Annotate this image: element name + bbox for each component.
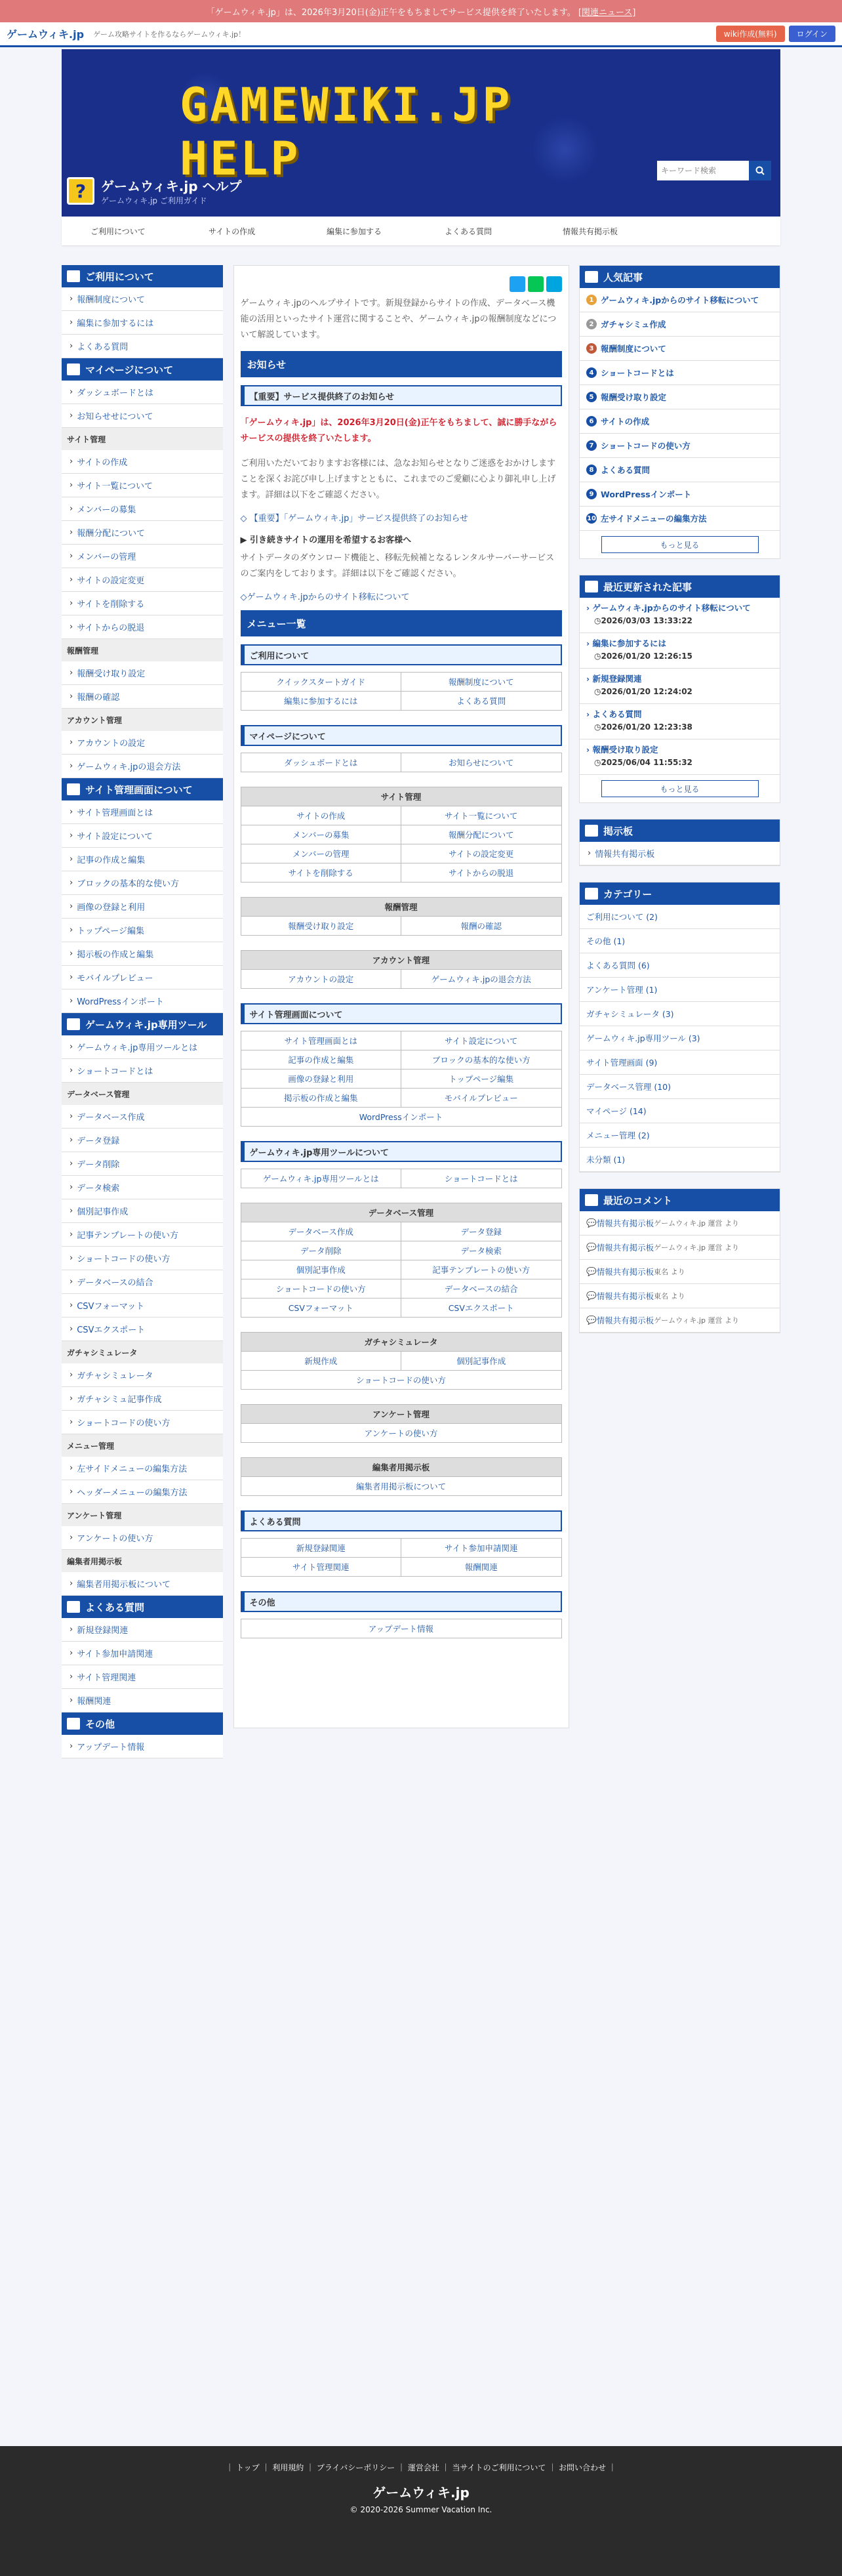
sidebar-item[interactable]: › 編集に参加するには (62, 311, 223, 335)
sidebar-heading-label: ご利用について (85, 270, 154, 283)
menu-table (241, 1332, 562, 1390)
menu-link[interactable]: CSVエクスポート (401, 1298, 562, 1318)
category-label: ガチャシミュレータ (3) (586, 1009, 674, 1019)
notice-heading: お知らせ (241, 351, 562, 377)
login-button[interactable]: ログイン (789, 26, 835, 42)
sidebar-subheading: 編集者用掲示板 (62, 1550, 223, 1572)
menu-table-header: データベース管理 (241, 1203, 561, 1222)
category-item[interactable] (580, 1148, 780, 1172)
board-box (579, 819, 780, 866)
menu-link[interactable]: サイト管理関連 (241, 1558, 401, 1577)
sidebar-item[interactable]: › サイト参加申請関連 (62, 1642, 223, 1665)
left-sidebar (62, 265, 223, 1758)
category-item[interactable] (580, 953, 780, 978)
comment-user: ゲームウィキ.jp 運営 より (654, 1219, 739, 1228)
comment-heading: 最近のコメント (580, 1189, 780, 1211)
menu-link[interactable]: お知らせについて (401, 753, 562, 772)
main-content (233, 265, 569, 1728)
category-label: その他 (1) (586, 936, 626, 946)
sidebar-item[interactable]: › サイト管理画面とは (62, 800, 223, 824)
share-buttons (241, 276, 562, 292)
updated-date: ◷2025/06/04 11:55:32 (594, 758, 692, 767)
menu-link[interactable]: アカウントの設定 (241, 970, 401, 989)
line-icon[interactable] (528, 276, 544, 292)
menu-link[interactable]: サイト設定について (401, 1031, 562, 1050)
sidebar-item[interactable]: › ガチャシミュ記事作成 (62, 1387, 223, 1411)
popular-item-label: ショートコードの使い方 (601, 441, 691, 451)
menu-link[interactable]: 記事テンプレートの使い方 (401, 1260, 562, 1279)
sidebar-subheading: メニュー管理 (62, 1434, 223, 1457)
comment-item (580, 1308, 780, 1333)
sidebar-subheading: アンケート管理 (62, 1504, 223, 1526)
rank-badge: 3 (586, 343, 597, 354)
menu-table-header: アカウント管理 (241, 951, 561, 970)
notice-text: ご利用いただいておりますお客様には、急なお知らせとなりご迷惑をおかけしますことを深くお詫び申し上げますとともに、これまでのご愛顧に心より御礼申し上げます。詳細は以下をご確認ください。 (240, 459, 556, 500)
rank-badge: 6 (586, 416, 597, 426)
menu-link[interactable]: 報酬受け取り設定 (241, 917, 401, 936)
popular-item-label: 報酬受け取り設定 (601, 392, 667, 402)
popular-item[interactable] (580, 434, 780, 458)
site-logo[interactable]: ゲームウィキ.jp (7, 28, 85, 41)
menu-table (241, 672, 562, 711)
menu-table-header: アンケート管理 (241, 1405, 561, 1424)
menu-link[interactable]: トップページ編集 (401, 1070, 562, 1089)
page-title: ゲームウィキ.jp ヘルプ (101, 178, 242, 194)
category-item[interactable] (580, 1099, 780, 1123)
comment-box (579, 1188, 780, 1333)
sidebar-item[interactable]: › 編集者用掲示板について (62, 1572, 223, 1596)
sidebar-item[interactable]: › 記事の作成と編集 (62, 848, 223, 871)
comment-icon: 💬 (586, 1266, 597, 1276)
popular-item[interactable] (580, 385, 780, 409)
gnav-item[interactable]: ご利用について (90, 226, 146, 236)
comment-item (580, 1284, 780, 1308)
sidebar-item[interactable]: › 報酬分配について (62, 521, 223, 545)
sidebar-item[interactable]: › ゲームウィキ.jpの退会方法 (62, 755, 223, 778)
sidebar-item[interactable]: › メンバーの管理 (62, 545, 223, 568)
menu-link[interactable]: 掲示板の作成と編集 (241, 1089, 401, 1108)
menu-link[interactable]: 個別記事作成 (401, 1352, 562, 1371)
comment-user: ゲームウィキ.jp 運営 より (654, 1316, 739, 1325)
sidebar-item[interactable]: › よくある質問 (62, 335, 223, 358)
footer (0, 2446, 842, 2576)
category-label: メニュー管理 (2) (586, 1131, 650, 1140)
sidebar-heading (62, 358, 223, 381)
menu-link[interactable]: サイト一覧について (401, 806, 562, 825)
continue-text: サイトデータのダウンロード機能と、移転先候補となるレンタルサーバーサービスのご案内をしております。詳細は以下をご確認ください。 (240, 553, 555, 579)
comment-icon: 💬 (586, 1291, 597, 1300)
sidebar-item[interactable]: › メンバーの募集 (62, 497, 223, 521)
comment-user: 東名 より (654, 1268, 685, 1276)
menu-section-heading: ゲームウィキ.jp専用ツールについて (241, 1141, 562, 1162)
gnav-item[interactable]: サイトの作成 (209, 226, 256, 236)
updated-title[interactable]: › 報酬受け取り設定 (586, 745, 658, 755)
comment-user: ゲームウィキ.jp 運営 より (654, 1243, 739, 1252)
header-banner (62, 49, 780, 217)
updated-title[interactable]: › 新規登録関連 (586, 674, 642, 684)
updated-item[interactable] (580, 633, 780, 669)
category-item[interactable] (580, 905, 780, 929)
menu-link[interactable]: 報酬の確認 (401, 917, 562, 936)
menu-link[interactable]: アンケートの使い方 (241, 1424, 561, 1443)
sidebar-heading-label: ゲームウィキ.jp専用ツール (85, 1018, 207, 1031)
popular-more-button[interactable]: もっと見る (601, 536, 759, 553)
sidebar-heading (62, 1713, 223, 1735)
popular-item-label: よくある質問 (601, 465, 651, 475)
comment-link[interactable]: 情報共有掲示板 (596, 1316, 654, 1325)
menu-link[interactable]: クイックスタートガイド (241, 673, 401, 692)
menu-link[interactable]: 新規登録関連 (241, 1539, 401, 1558)
question-icon: ? (67, 177, 94, 205)
menu-link[interactable]: よくある質問 (401, 692, 562, 711)
board-heading: 掲示板 (580, 820, 780, 842)
sidebar-item[interactable]: › トップページ編集 (62, 919, 223, 942)
menu-table (241, 1538, 562, 1577)
doc-icon (67, 1718, 80, 1730)
popular-item-label: サイトの作成 (601, 417, 650, 426)
sidebar-item[interactable]: › 報酬の確認 (62, 685, 223, 709)
footer-logo: ゲームウィキ.jp (372, 2485, 470, 2501)
category-item[interactable] (580, 1002, 780, 1026)
sidebar-heading-label: その他 (85, 1718, 115, 1730)
popular-item-label: ショートコードとは (601, 368, 674, 378)
menu-link[interactable]: サイト管理画面とは (241, 1031, 401, 1050)
comment-link[interactable]: 情報共有掲示板 (596, 1291, 654, 1301)
menu-link[interactable]: 報酬制度について (401, 673, 562, 692)
menu-link[interactable]: アップデート情報 (241, 1619, 561, 1638)
menu-link[interactable]: サイトの作成 (241, 806, 401, 825)
category-label: ご利用について (2) (586, 912, 658, 922)
sidebar-item[interactable]: › サイトの作成 (62, 450, 223, 474)
menu-link[interactable]: ダッシュボードとは (241, 753, 401, 772)
page-subtitle: ゲームウィキ.jp ご利用ガイド (101, 196, 207, 205)
board-item[interactable]: › 情報共有掲示板 (580, 842, 780, 865)
menu-table (241, 950, 562, 989)
notice-red-text: 「ゲームウィキ.jp」は、2026年3月20日(金)正午をもちまして、誠に勝手ながらサービスの提供を終了いたします。 (240, 418, 557, 444)
comment-link[interactable]: 情報共有掲示板 (596, 1218, 654, 1228)
gnav-item[interactable]: 情報共有掲示板 (563, 226, 618, 236)
gnav-item[interactable]: 編集に参加する (327, 226, 382, 236)
header-logo: GAMEWIKI.JP HELP (180, 78, 513, 186)
doc-icon (67, 1601, 80, 1613)
updated-item[interactable] (580, 704, 780, 739)
rank-badge: 7 (586, 440, 597, 451)
menu-section-heading: その他 (241, 1591, 562, 1612)
menu-table (241, 1619, 562, 1638)
sidebar-item[interactable]: › ゲームウィキ.jp専用ツールとは (62, 1035, 223, 1059)
sidebar-heading (62, 778, 223, 800)
menu-table-header: ガチャシミュレータ (241, 1333, 561, 1352)
menu-heading: メニュー一覧 (241, 610, 562, 636)
menu-table-header: 報酬管理 (241, 898, 561, 917)
menu-link[interactable]: サイトを削除する (241, 863, 401, 883)
popular-item[interactable] (580, 409, 780, 434)
popular-item-label: ガチャシミュ作成 (601, 320, 666, 329)
category-label: マイページ (14) (586, 1106, 647, 1116)
menu-link[interactable]: ショートコードの使い方 (241, 1371, 561, 1390)
menu-link[interactable]: メンバーの募集 (241, 825, 401, 844)
menu-section-heading: ご利用について (241, 644, 562, 665)
sidebar-item[interactable]: › 報酬受け取り設定 (62, 661, 223, 685)
rank-badge: 8 (586, 465, 597, 475)
updated-item[interactable] (580, 598, 780, 633)
sidebar-heading (62, 1013, 223, 1035)
menu-link[interactable]: 画像の登録と利用 (241, 1070, 401, 1089)
search-icon (755, 166, 765, 175)
menu-link[interactable]: ショートコードとは (401, 1169, 562, 1188)
comment-icon: 💬 (586, 1315, 597, 1325)
category-label: アンケート管理 (1) (586, 985, 658, 995)
popular-item[interactable] (580, 482, 780, 507)
sidebar-item[interactable]: › 画像の登録と利用 (62, 895, 223, 919)
comment-item (580, 1236, 780, 1260)
sidebar-item[interactable]: › アンケートの使い方 (62, 1526, 223, 1550)
popular-item[interactable] (580, 312, 780, 337)
sidebar-heading-label: よくある質問 (85, 1601, 145, 1613)
menu-table (241, 1404, 562, 1443)
sidebar-heading (62, 265, 223, 287)
sidebar-item[interactable]: › 報酬関連 (62, 1689, 223, 1713)
sidebar-item[interactable]: › 掲示板の作成と編集 (62, 942, 223, 966)
migration-link[interactable]: ◇ゲームウィキ.jpからのサイト移転について (240, 592, 410, 602)
sidebar-item[interactable]: › アップデート情報 (62, 1735, 223, 1758)
menu-link[interactable]: データベースの結合 (401, 1279, 562, 1298)
menu-link[interactable]: 個別記事作成 (241, 1260, 401, 1279)
sidebar-item[interactable]: › データ登録 (62, 1129, 223, 1152)
menu-link[interactable]: モバイルプレビュー (401, 1089, 562, 1108)
menu-link[interactable]: データ検索 (401, 1241, 562, 1260)
notice-link[interactable]: ◇ 【重要】「ゲームウィキ.jp」サービス提供終了のお知らせ (240, 514, 468, 524)
popular-item-label: ゲームウィキ.jpからのサイト移転について (601, 295, 759, 305)
sidebar-subheading: データベース管理 (62, 1083, 223, 1105)
sidebar-item[interactable]: › アカウントの設定 (62, 731, 223, 755)
service-end-alert (0, 0, 842, 22)
twitter-icon[interactable] (510, 276, 525, 292)
popular-box (579, 265, 780, 559)
sidebar-item[interactable]: › ショートコードの使い方 (62, 1247, 223, 1270)
gnav-item[interactable]: よくある質問 (445, 226, 492, 236)
sidebar-item[interactable]: › 報酬制度について (62, 287, 223, 311)
sidebar-item[interactable]: › ヘッダーメニューの編集方法 (62, 1480, 223, 1504)
updated-date: ◷2026/01/20 12:24:02 (594, 687, 692, 696)
catch-copy: ゲーム攻略サイトを作るならゲームウィキ.jp！ (93, 30, 246, 39)
sidebar-item[interactable]: › サイトを削除する (62, 592, 223, 615)
sidebar-item[interactable]: › ガチャシミュレータ (62, 1363, 223, 1387)
sidebar-item[interactable]: › サイトの設定変更 (62, 568, 223, 592)
category-label: ゲームウィキ.jp専用ツール (3) (586, 1033, 700, 1043)
topbar (0, 22, 842, 47)
comment-item (580, 1211, 780, 1236)
hatena-icon[interactable] (546, 276, 562, 292)
comment-item (580, 1260, 780, 1284)
category-item[interactable] (580, 1050, 780, 1075)
sidebar-item[interactable]: › お知らせせについて (62, 404, 223, 428)
menu-link[interactable]: サイト参加申請関連 (401, 1539, 562, 1558)
alert-text: 「ゲームウィキ.jp」は、2026年3月20日(金)正午をもちましてサービス提供を終了いたします。 (206, 7, 576, 18)
menu-table (241, 1203, 562, 1318)
continue-title: ▶ 引き続きサイトの運用を希望するお客様へ (240, 535, 412, 545)
comment-link[interactable]: 情報共有掲示板 (596, 1243, 654, 1253)
popular-item[interactable] (580, 288, 780, 312)
category-item[interactable] (580, 1075, 780, 1099)
menu-table (241, 1031, 562, 1127)
sidebar-item[interactable]: › 新規登録関連 (62, 1618, 223, 1642)
global-nav (62, 217, 780, 245)
menu-section-heading: サイト管理画面について (241, 1003, 562, 1024)
sidebar-heading-label: サイト管理画面について (85, 783, 193, 796)
category-label: よくある質問 (6) (586, 961, 650, 970)
menu-link[interactable]: 記事の作成と編集 (241, 1050, 401, 1070)
rank-badge: 9 (586, 489, 597, 499)
menu-link[interactable]: データ削除 (241, 1241, 401, 1260)
sidebar-heading-label: マイページについて (85, 364, 174, 376)
sidebar-item[interactable]: › CSVフォーマット (62, 1294, 223, 1318)
popular-item-label: 報酬制度について (601, 344, 666, 354)
category-label: サイト管理画面 (9) (586, 1058, 658, 1068)
menu-table (241, 787, 562, 883)
doc-icon (67, 1018, 80, 1030)
category-item[interactable] (580, 1026, 780, 1050)
sidebar-item[interactable]: › 左サイドメニューの編集方法 (62, 1457, 223, 1480)
alert-news-link[interactable]: [関連ニュース] (578, 7, 636, 18)
menu-link[interactable]: メンバーの管理 (241, 844, 401, 863)
category-item[interactable] (580, 929, 780, 953)
notice-subheading: 【重要】サービス提供終了のお知らせ (241, 385, 562, 406)
search-button[interactable] (749, 161, 771, 180)
sidebar-subheading: サイト管理 (62, 428, 223, 450)
sidebar-item[interactable]: › データベースの結合 (62, 1270, 223, 1294)
updated-heading: 最近更新された記事 (580, 575, 780, 598)
rank-badge: 10 (586, 513, 597, 524)
sidebar-item[interactable]: › ショートコードとは (62, 1059, 223, 1083)
category-heading: カテゴリー (580, 883, 780, 905)
sidebar-item[interactable]: › 個別記事作成 (62, 1199, 223, 1223)
menu-link[interactable]: ゲームウィキ.jpの退会方法 (401, 970, 562, 989)
create-wiki-button[interactable]: wiki作成(無料) (716, 26, 785, 42)
updated-date: ◷2026/03/03 13:33:22 (594, 616, 692, 625)
sidebar-item[interactable]: › CSVエクスポート (62, 1318, 223, 1341)
rank-badge: 5 (586, 392, 597, 402)
menu-table-header: 編集者用掲示板 (241, 1458, 561, 1477)
comment-link[interactable]: 情報共有掲示板 (596, 1267, 654, 1277)
rank-badge: 1 (586, 295, 597, 305)
updated-more-button[interactable]: もっと見る (601, 780, 759, 797)
comment-icon: 💬 (586, 1218, 597, 1228)
popular-item[interactable] (580, 337, 780, 361)
search-input[interactable] (657, 161, 749, 180)
category-label: 未分類 (1) (586, 1155, 626, 1165)
menu-link[interactable]: 報酬関連 (401, 1558, 562, 1577)
menu-table (241, 897, 562, 936)
sidebar-item[interactable]: › ブロックの基本的な使い方 (62, 871, 223, 895)
updated-item[interactable] (580, 669, 780, 704)
category-box (579, 882, 780, 1173)
menu-link[interactable]: 新規作成 (241, 1352, 401, 1371)
menu-link[interactable]: サイトの設定変更 (401, 844, 562, 863)
popular-item-label: WordPressインポート (601, 489, 692, 499)
sidebar-item[interactable]: › サイト設定について (62, 824, 223, 848)
menu-link[interactable]: データ登録 (401, 1222, 562, 1241)
menu-link[interactable]: 報酬分配について (401, 825, 562, 844)
menu-link[interactable]: データベース作成 (241, 1222, 401, 1241)
popular-item[interactable] (580, 361, 780, 385)
menu-link[interactable]: 編集者用掲示板について (241, 1477, 561, 1496)
category-label: データベース管理 (10) (586, 1082, 672, 1092)
sidebar-item[interactable]: › データベース作成 (62, 1105, 223, 1129)
menu-table (241, 1169, 562, 1188)
doc-icon (67, 270, 80, 282)
sidebar-item[interactable]: › ダッシュボードとは (62, 381, 223, 404)
menu-section-heading: マイページについて (241, 725, 562, 746)
popular-item[interactable] (580, 458, 780, 482)
sidebar-item[interactable]: › WordPressインポート (62, 989, 223, 1013)
menu-section-heading: よくある質問 (241, 1510, 562, 1531)
menu-link[interactable]: WordPressインポート (241, 1108, 561, 1127)
sidebar-item[interactable]: › データ検索 (62, 1176, 223, 1199)
menu-table-header: サイト管理 (241, 787, 561, 806)
popular-item-label: 左サイドメニューの編集方法 (601, 514, 707, 524)
doc-icon (67, 364, 80, 375)
menu-table (241, 753, 562, 772)
sidebar-subheading: 報酬管理 (62, 639, 223, 661)
sidebar-item[interactable]: › サイト一覧について (62, 474, 223, 497)
menu-link[interactable]: ゲームウィキ.jp専用ツールとは (241, 1169, 401, 1188)
doc-icon (67, 783, 80, 795)
menu-link[interactable]: ブロックの基本的な使い方 (401, 1050, 562, 1070)
rank-badge: 2 (586, 319, 597, 329)
sidebar-subheading: アカウント管理 (62, 709, 223, 731)
comment-icon: 💬 (586, 1242, 597, 1252)
updated-title[interactable]: › よくある質問 (586, 709, 642, 719)
menu-list (241, 644, 562, 1638)
updated-box (579, 575, 780, 803)
menu-link[interactable]: CSVフォーマット (241, 1298, 401, 1318)
popular-heading: 人気記事 (580, 266, 780, 288)
sidebar-item[interactable]: › サイトからの脱退 (62, 615, 223, 639)
footer-links[interactable]: ｜ トップ ｜ 利用規約 ｜ プライバシーポリシー ｜ 運営会社 ｜ 当サイトのご利用について ｜ お問い合わせ ｜ (226, 2463, 616, 2472)
updated-title[interactable]: › ゲームウィキ.jpからのサイト移転について (586, 603, 751, 613)
menu-link[interactable]: 編集に参加するには (241, 692, 401, 711)
updated-title[interactable]: › 編集に参加するには (586, 638, 667, 648)
menu-link[interactable]: サイトからの脱退 (401, 863, 562, 883)
header-search (657, 161, 771, 180)
popular-item[interactable] (580, 507, 780, 531)
rank-badge: 4 (586, 367, 597, 378)
sidebar-item[interactable]: › 記事テンプレートの使い方 (62, 1223, 223, 1247)
sidebar-heading (62, 1596, 223, 1618)
category-item[interactable] (580, 1123, 780, 1148)
menu-link[interactable]: ショートコードの使い方 (241, 1279, 401, 1298)
category-item[interactable] (580, 978, 780, 1002)
updated-item[interactable] (580, 739, 780, 775)
comment-user: 東名 より (654, 1292, 685, 1300)
updated-date: ◷2026/01/20 12:26:15 (594, 652, 692, 661)
sidebar-item[interactable]: › モバイルプレビュー (62, 966, 223, 989)
header-title-area[interactable] (67, 176, 242, 206)
right-sidebar (579, 265, 780, 1758)
copyright: © 2020-2026 Summer Vacation Inc. (350, 2505, 492, 2514)
sidebar-item[interactable]: › サイト管理関連 (62, 1665, 223, 1689)
sidebar-item[interactable]: › データ削除 (62, 1152, 223, 1176)
sidebar-item[interactable]: › ショートコードの使い方 (62, 1411, 223, 1434)
sidebar-subheading: ガチャシミュレータ (62, 1341, 223, 1363)
updated-date: ◷2026/01/20 12:23:38 (594, 722, 692, 732)
menu-table (241, 1457, 562, 1496)
intro-text: ゲームウィキ.jpのヘルプサイトです。新規登録からサイトの作成、データベース機能の活用といったサイト運営に関することや、ゲームウィキ.jpの報酬制度などについて解説しています。 (240, 299, 557, 340)
